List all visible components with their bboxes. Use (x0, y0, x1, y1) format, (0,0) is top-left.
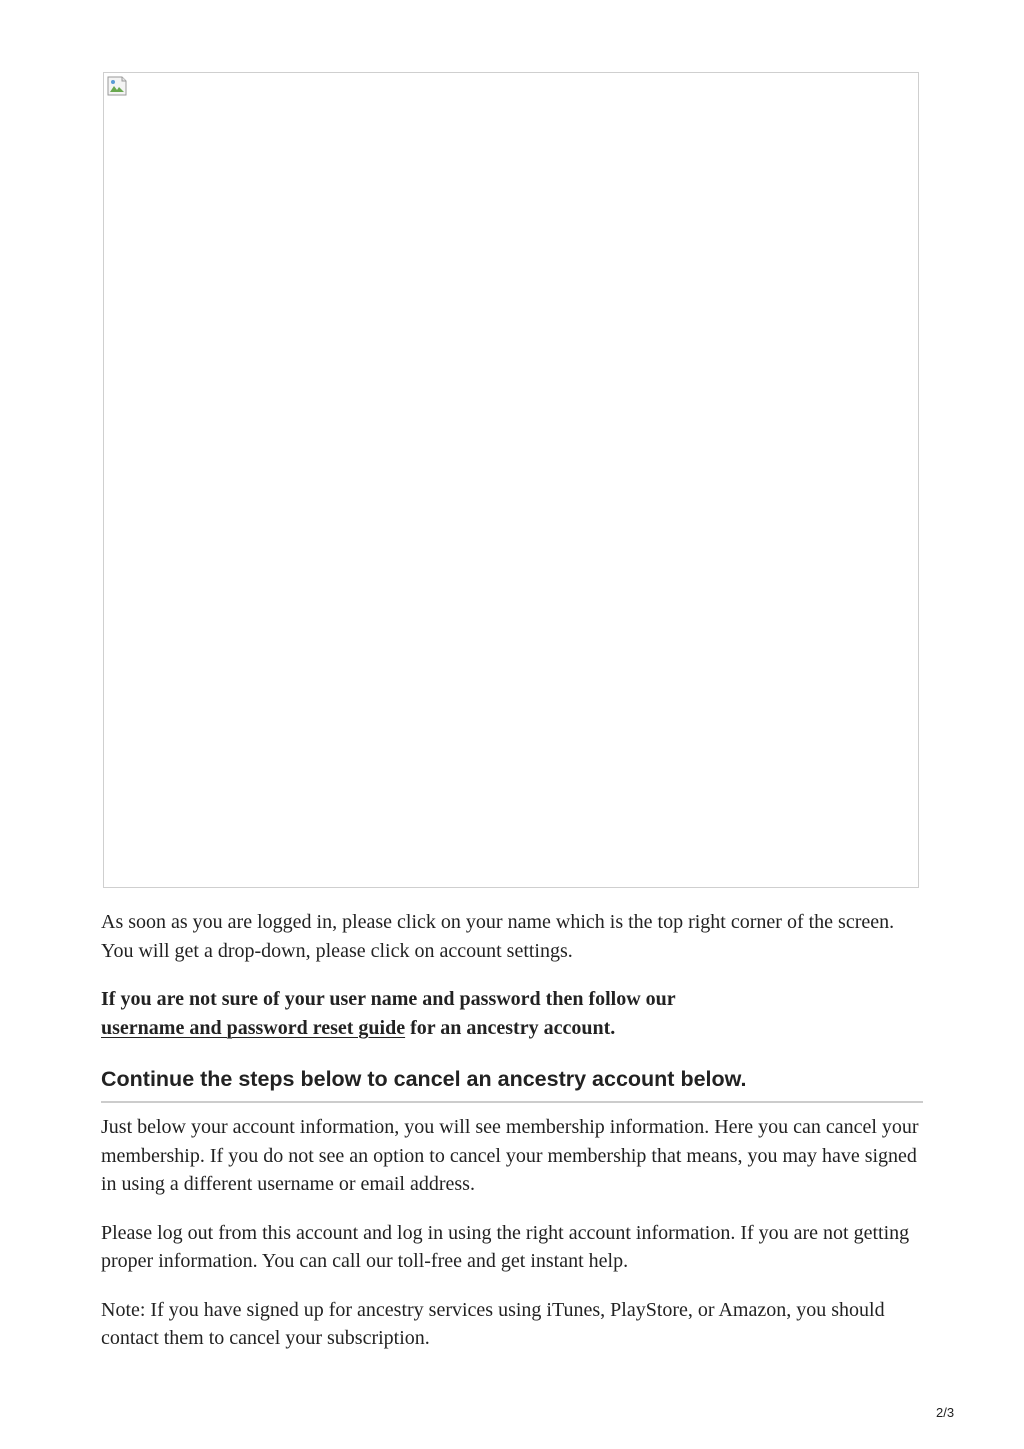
paragraph-membership-info: Just below your account information, you will see membership information. Here you can cancel your membership. If you do not see an option to cancel your membership that means, you may have signed in using a different username or email address. (101, 1116, 919, 1195)
paragraph-logout-instructions: Please log out from this account and log in using the right account information. If you are not getting proper information. You can call our toll-free and get instant help. (101, 1221, 910, 1272)
paragraph-reset-note (101, 985, 923, 1042)
paragraph-login-instructions: As soon as you are logged in, please click on your name which is the top right corner of the screen. You will get a drop-down, please click on account settings. (101, 911, 895, 962)
reset-note-text-before: If you are not sure of your user name and password then follow our (101, 988, 676, 1010)
page-number: 2/3 (936, 1405, 955, 1420)
reset-note-text-after: for an ancestry account. (410, 1016, 616, 1039)
section-heading: Continue the steps below to cancel an ancestry account below. (101, 1064, 923, 1103)
broken-image-icon (106, 75, 128, 97)
reset-guide-link[interactable]: username and password reset guide (101, 1016, 406, 1039)
paragraph-subscription-note: Note: If you have signed up for ancestry services using iTunes, PlayStore, or Amazon, you should contact them to cancel your subscription. (101, 1298, 885, 1349)
article-body (101, 908, 923, 1353)
article-image-placeholder (103, 72, 919, 888)
